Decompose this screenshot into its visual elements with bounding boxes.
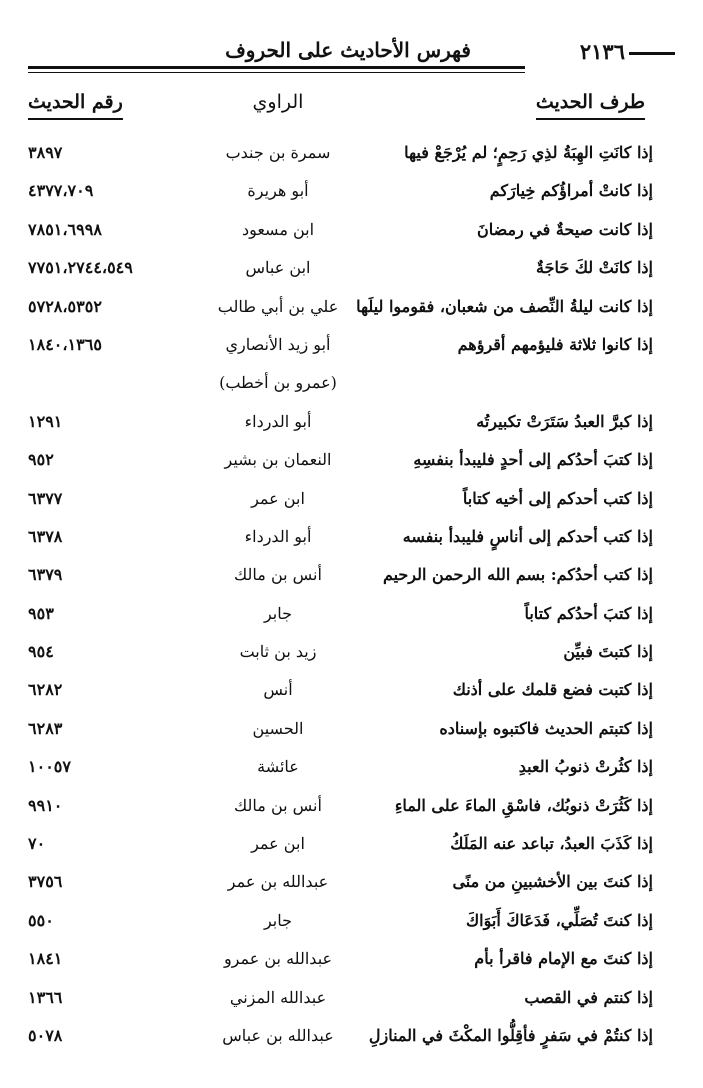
hadith-number: ١٣٦٦ — [28, 987, 63, 1007]
header-rule-thin — [28, 72, 525, 73]
table-row — [28, 940, 675, 978]
table-row — [28, 403, 675, 441]
hadith-number: ٦٣٧٩ — [28, 565, 63, 585]
narrator-name: (عمرو بن أخطب) — [219, 373, 337, 393]
narrator-name: ابن عباس — [245, 258, 311, 278]
hadith-number: ٩٥٤ — [28, 642, 54, 662]
hadith-number: ٩٩١٠ — [28, 795, 63, 815]
narrator-name: أبو زيد الأنصاري — [225, 334, 331, 354]
narrator-name: ابن مسعود — [241, 219, 315, 239]
table-row — [28, 326, 675, 364]
narrator-name: أبو الدرداء — [244, 411, 312, 431]
hadith-number: ٧٨٥١،٦٩٩٨ — [28, 219, 102, 239]
hadith-number: ٥٠٧٨ — [28, 1025, 63, 1045]
column-header-narrator: الراوي — [252, 91, 304, 113]
page-title: فهرس الأحاديث على الحروف — [225, 38, 471, 62]
table-row — [28, 595, 675, 633]
table-row — [28, 211, 675, 249]
table-row — [28, 480, 675, 518]
hadith-text: إذا كتبَ أحدُكم إلى أحدٍ فليبدأ بنفسِهِ — [413, 450, 653, 470]
column-headers — [28, 88, 675, 128]
narrator-name: الحسين — [252, 718, 304, 738]
hadith-text: إذا كانتْ أمراؤُكم خِيارَكم — [489, 181, 653, 201]
hadith-text: إذا كتبتَ فبيِّن — [563, 642, 653, 662]
hadith-number: ٩٥٣ — [28, 603, 54, 623]
table-row — [28, 979, 675, 1017]
hadith-number: ٦٣٧٨ — [28, 526, 63, 546]
narrator-name: عائشة — [257, 757, 299, 777]
hadith-text: إذا كَثُرَتْ ذنوبُك، فاسْقِ الماءَ على الماءِ — [394, 795, 653, 815]
hadith-index-table — [28, 134, 675, 1055]
narrator-name: عبدالله المزني — [229, 987, 327, 1007]
page-header — [28, 36, 675, 76]
header-rule — [28, 66, 525, 69]
hadith-number: ٦٢٨٢ — [28, 680, 63, 700]
hadith-number: ٥٧٢٨،٥٣٥٢ — [28, 296, 102, 316]
narrator-name: سمرة بن جندب — [225, 143, 331, 162]
hadith-number: ٧٧٥١،٢٧٤٤،٥٤٩ — [28, 258, 133, 278]
narrator-name: ابن عمر — [251, 834, 305, 854]
hadith-number: ٤٣٧٧،٧٠٩ — [28, 181, 94, 201]
column-header-hadith: طرف الحديث — [536, 88, 645, 120]
table-row — [28, 249, 675, 287]
table-row — [28, 288, 675, 326]
narrator-name: أبو الدرداء — [244, 526, 312, 546]
hadith-text: إذا كتبتم الحديث فاكتبوه بإسناده — [439, 718, 653, 738]
column-header-number: رقم الحديث — [28, 88, 123, 120]
header-dash — [629, 52, 675, 55]
narrator-name: أبو هريرة — [247, 181, 309, 201]
hadith-number: ١٨٤٠،١٣٦٥ — [28, 334, 102, 354]
narrator-name: عبدالله بن عمرو — [223, 949, 333, 969]
hadith-text: إذا كنتَ بين الأخشبينِ من منًى — [452, 872, 653, 892]
narrator-name: عبدالله بن عباس — [222, 1025, 334, 1045]
hadith-text: إذا كانوا ثلاثة فليؤمهم أقرؤهم — [457, 334, 653, 354]
hadith-number: ١٨٤١ — [28, 949, 63, 969]
narrator-name: ابن عمر — [251, 488, 305, 508]
table-row — [28, 787, 675, 825]
hadith-number: ٦٢٨٣ — [28, 718, 63, 738]
table-row — [28, 710, 675, 748]
narrator-name: النعمان بن بشير — [224, 450, 332, 470]
hadith-text: إذا كنتم في القصب — [524, 987, 653, 1007]
hadith-text: إذا كتب أحدُكم: بسم الله الرحمن الرحيم — [382, 565, 653, 585]
narrator-name: عبدالله بن عمر — [227, 872, 329, 892]
narrator-name: جابر — [263, 603, 293, 623]
narrator-name: أنس بن مالك — [234, 795, 322, 815]
hadith-text: إذا كنتُمْ في سَفرٍ فأقِلُّوا المكْثَ في المنازلِ — [368, 1025, 653, 1045]
hadith-number: ٦٣٧٧ — [28, 488, 63, 508]
hadith-number: ٣٧٥٦ — [28, 872, 63, 892]
hadith-text: إذا كنتَ تُصَلِّي، فَدَعَاكَ أَبَوَاكَ — [465, 910, 653, 930]
table-row — [28, 364, 675, 402]
narrator-name: أنس — [263, 680, 293, 700]
table-row — [28, 172, 675, 210]
hadith-text: إذا كانت صيحةٌ في رمضانَ — [476, 219, 653, 239]
page-number: ٢١٣٦ — [579, 39, 625, 64]
table-row — [28, 671, 675, 709]
table-row — [28, 518, 675, 556]
hadith-number: ٥٥٠ — [28, 910, 54, 930]
hadith-text: إذا كتب أحدكم إلى أخيه كتاباً — [462, 488, 653, 508]
hadith-number: ٩٥٢ — [28, 450, 54, 470]
hadith-text: إذا كتب أحدكم إلى أناسٍ فليبدأ بنفسه — [402, 526, 653, 546]
hadith-number: ٣٨٩٧ — [28, 143, 63, 162]
table-row — [28, 556, 675, 594]
hadith-number: ٧٠ — [28, 834, 46, 854]
table-row — [28, 863, 675, 901]
hadith-text: إذا كتبَ أحدُكم كتاباً — [524, 603, 653, 623]
hadith-number: ١٢٩١ — [28, 411, 63, 431]
table-row — [28, 134, 675, 172]
table-row — [28, 902, 675, 940]
hadith-text: إذا كتبت فضع قلمك على أذنك — [452, 680, 653, 700]
hadith-text: إذا كنتَ مع الإمام فاقرأ بأم — [474, 949, 653, 969]
hadith-text: إذا كثُرتْ ذنوبُ العبدِ — [518, 757, 653, 777]
hadith-text: إذا كَذَبَ العبدُ، تباعد عنه المَلَكُ — [450, 834, 653, 854]
hadith-text: إذا كبرَّ العبدُ سَتَرَتْ تكبيرتُه — [476, 411, 653, 431]
narrator-name: زيد بن ثابت — [239, 642, 317, 662]
table-row — [28, 633, 675, 671]
narrator-name: جابر — [263, 910, 293, 930]
narrator-name: علي بن أبي طالب — [217, 296, 339, 316]
table-row — [28, 748, 675, 786]
table-row — [28, 441, 675, 479]
table-row — [28, 825, 675, 863]
hadith-text: إذا كانت ليلةُ النِّصف من شعبان، فقوموا ليلَها — [356, 296, 653, 316]
narrator-name: أنس بن مالك — [234, 565, 322, 585]
hadith-number: ١٠٠٥٧ — [28, 757, 71, 777]
hadith-text: إذا كانَتِ الهِبَةُ لذِي رَحِمٍ؛ لم يُرْجَعْ فيها — [404, 143, 653, 162]
table-row — [28, 1017, 675, 1055]
hadith-text: إذا كانَتْ لكَ حَاجَةٌ — [536, 258, 653, 278]
